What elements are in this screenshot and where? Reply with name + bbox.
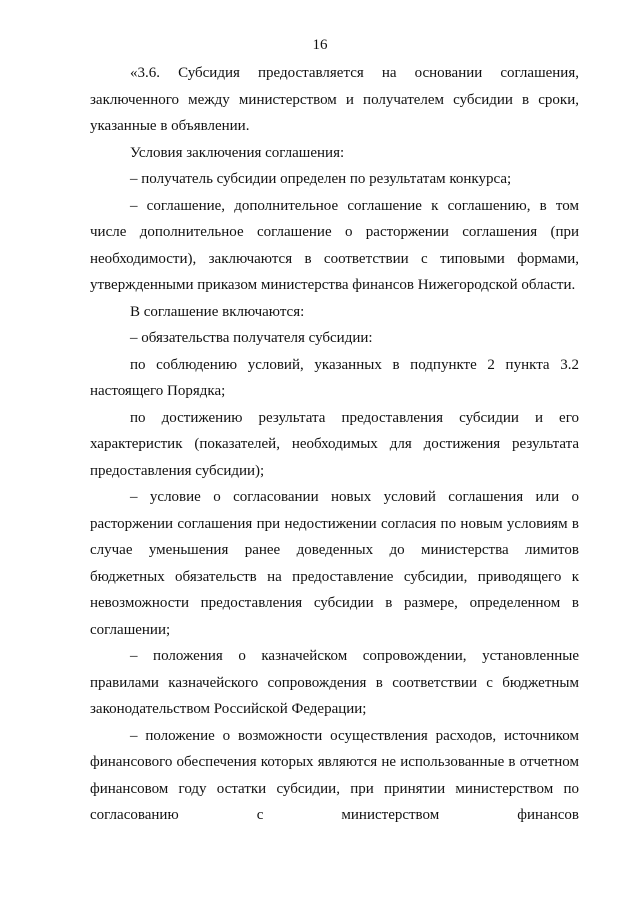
paragraph-condition-contest: – получатель субсидии определен по результатам конкурса; [130,171,512,187]
paragraph-treasury-support: – положения о казначейском сопровождении, установленные правилами казначейского сопровождения в соответствии с бюджетным законодательством Российской Федерации; [90,648,579,717]
paragraph-includes-heading: В соглашение включаются: [130,303,305,320]
paragraph-3-6: «3.6. Субсидия предоставляется на основании соглашения, заключенного между министерством и получателем субсидии в сроки, указанные в объявлении. [90,65,579,134]
paragraph-obligation-result: по достижению результата предоставления субсидии и его характеристик (показателей, необходимых для достижения результата предоставления субсидии); [90,409,579,479]
paragraph-condition-forms: – соглашение, дополнительное соглашение к соглашению, в том числе дополнительное соглашение о расторжении соглашения (при необходимости), заключаются в соответствии с типовыми формами, утвержденными приказом министерства финансов Нижегородской области. [90,197,579,293]
paragraph-conditions-heading: Условия заключения соглашения: [130,144,345,161]
paragraph-new-conditions: – условие о согласовании новых условий соглашения или о расторжении соглашения при недостижении согласия по новым условиям в случае уменьшения ранее доведенных до министерства лимитов бюджетных обязательств на предоставление субсидии, приводящего к невозможности предоставления субсидии в размере, определенном в соглашении; [90,489,579,638]
paragraph-expenses: – положение о возможности осуществления расходов, источником финансового обеспечения которых являются не использованные в отчетном финансовом году остатки субсидии, при принятии министерством по согласованию с министерством финансов [90,727,579,823]
page-number: 16 [312,37,328,53]
document-body [90,60,579,829]
paragraph-obligation-conditions: по соблюдению условий, указанных в подпункте 2 пункта 3.2 настоящего Порядка; [90,356,579,399]
paragraph-obligations: – обязательства получателя субсидии: [130,330,373,346]
